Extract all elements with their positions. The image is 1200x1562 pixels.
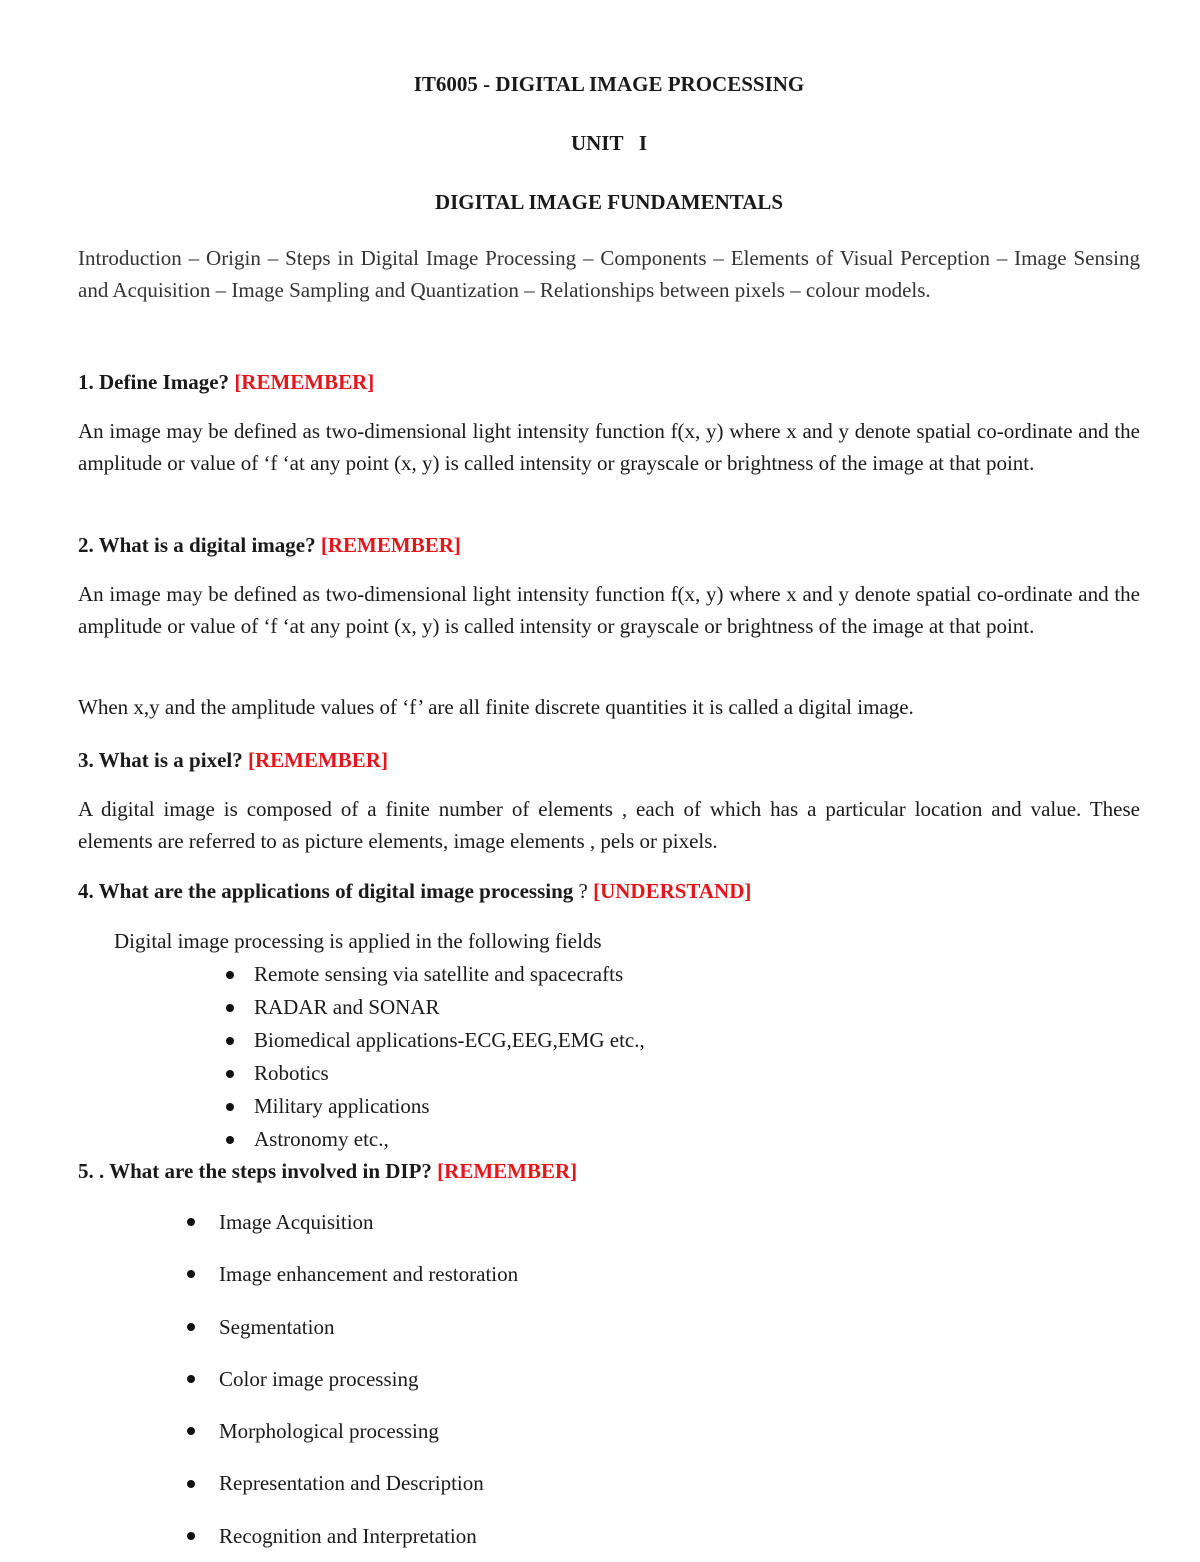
- bullet-icon: [187, 1480, 195, 1488]
- question-4-text: 4. What are the applications of digital image processing: [78, 879, 574, 903]
- list-item-text: Astronomy etc.,: [254, 1127, 389, 1151]
- list-item-text: Military applications: [254, 1094, 430, 1118]
- list-item: [78, 1057, 645, 1090]
- bullet-icon: [226, 1004, 234, 1012]
- list-item-text: Remote sensing via satellite and spacecrafts: [254, 962, 624, 986]
- answer-3: A digital image is composed of a finite number of elements , each of which has a particular location and value. These elements are referred to as picture elements, image elements , pels or pixels.: [78, 797, 1140, 853]
- list-item-text: Biomedical applications-ECG,EEG,EMG etc.,: [254, 1028, 645, 1052]
- answer-1: An image may be defined as two-dimensional light intensity function f(x, y) where x and y denote spatial co-ordinate and the amplitude or value of ‘f ‘at any point (x, y) is called intensity or grayscale or brightness of the image at that point.: [78, 419, 1140, 475]
- question-1-text: 1. Define Image?: [78, 370, 235, 394]
- bullet-icon: [187, 1218, 195, 1226]
- bullet-icon: [226, 1070, 234, 1078]
- list-item: [78, 1090, 645, 1123]
- bullet-icon: [226, 971, 234, 979]
- question-3-tag: [REMEMBER]: [247, 748, 388, 772]
- list-item: [78, 1196, 518, 1248]
- bullet-icon: [187, 1270, 195, 1278]
- question-3: [78, 748, 1140, 772]
- unit-heading: UNIT I: [570, 131, 648, 155]
- bullet-icon: [226, 1103, 234, 1111]
- list-item-text: Segmentation: [219, 1314, 335, 1339]
- list-item-text: Color image processing: [219, 1366, 419, 1391]
- question-5: [78, 1159, 1140, 1183]
- list-item-text: Representation and Description: [219, 1471, 484, 1496]
- applications-intro: Digital image processing is applied in the following fields: [114, 929, 602, 953]
- question-3-text: 3. What is a pixel?: [78, 748, 248, 772]
- list-item: [78, 1301, 518, 1353]
- question-4: [78, 879, 1140, 903]
- syllabus-text: Introduction – Origin – Steps in Digital Image Processing – Components – Elements of Visual Perception – Image Sensing and Acquisition – Image Sampling and Quantization – Relationships between pixels – colour models.: [78, 246, 1140, 302]
- bullet-icon: [187, 1427, 195, 1435]
- list-item: [78, 1123, 645, 1156]
- unit-title: DIGITAL IMAGE FUNDAMENTALS: [434, 190, 784, 214]
- answer-2a: An image may be defined as two-dimensional light intensity function f(x, y) where x and y denote spatial co-ordinate and the amplitude or value of ‘f ‘at any point (x, y) is called intensity or grayscale or brightness of the image at that point.: [78, 582, 1140, 638]
- course-title: IT6005 - DIGITAL IMAGE PROCESSING: [413, 72, 805, 96]
- question-2-tag: [REMEMBER]: [320, 533, 461, 557]
- list-item: [78, 1024, 645, 1057]
- steps-list: [78, 1196, 518, 1562]
- list-item: [78, 1405, 518, 1457]
- list-item-text: Image enhancement and restoration: [219, 1262, 519, 1287]
- list-item-text: Recognition and Interpretation: [219, 1523, 477, 1548]
- list-item: [78, 1248, 518, 1300]
- list-item: [78, 1353, 518, 1405]
- question-1: [78, 370, 1140, 394]
- bullet-icon: [226, 1037, 234, 1045]
- question-5-tag: [REMEMBER]: [437, 1159, 578, 1183]
- list-item: [78, 991, 645, 1024]
- question-4-tag: [UNDERSTAND]: [593, 879, 752, 903]
- bullet-icon: [187, 1323, 195, 1331]
- question-2: [78, 533, 1140, 557]
- applications-list: [78, 958, 645, 1156]
- list-item: [78, 1510, 518, 1562]
- answer-2b: When x,y and the amplitude values of ‘f’ are all finite discrete quantities it is called a digital image.: [78, 695, 914, 719]
- list-item-text: RADAR and SONAR: [254, 995, 440, 1019]
- bullet-icon: [187, 1375, 195, 1383]
- bullet-icon: [226, 1136, 234, 1144]
- list-item-text: Robotics: [254, 1061, 329, 1085]
- list-item-text: Image Acquisition: [219, 1210, 374, 1234]
- bullet-icon: [187, 1532, 195, 1540]
- question-1-tag: [REMEMBER]: [234, 370, 375, 394]
- question-4-suffix: ?: [573, 879, 594, 903]
- question-5-text: 5. . What are the steps involved in DIP?: [78, 1159, 438, 1183]
- list-item-text: Morphological processing: [219, 1419, 439, 1444]
- list-item: [78, 1457, 518, 1509]
- question-2-text: 2. What is a digital image?: [78, 533, 321, 557]
- list-item: [78, 958, 645, 991]
